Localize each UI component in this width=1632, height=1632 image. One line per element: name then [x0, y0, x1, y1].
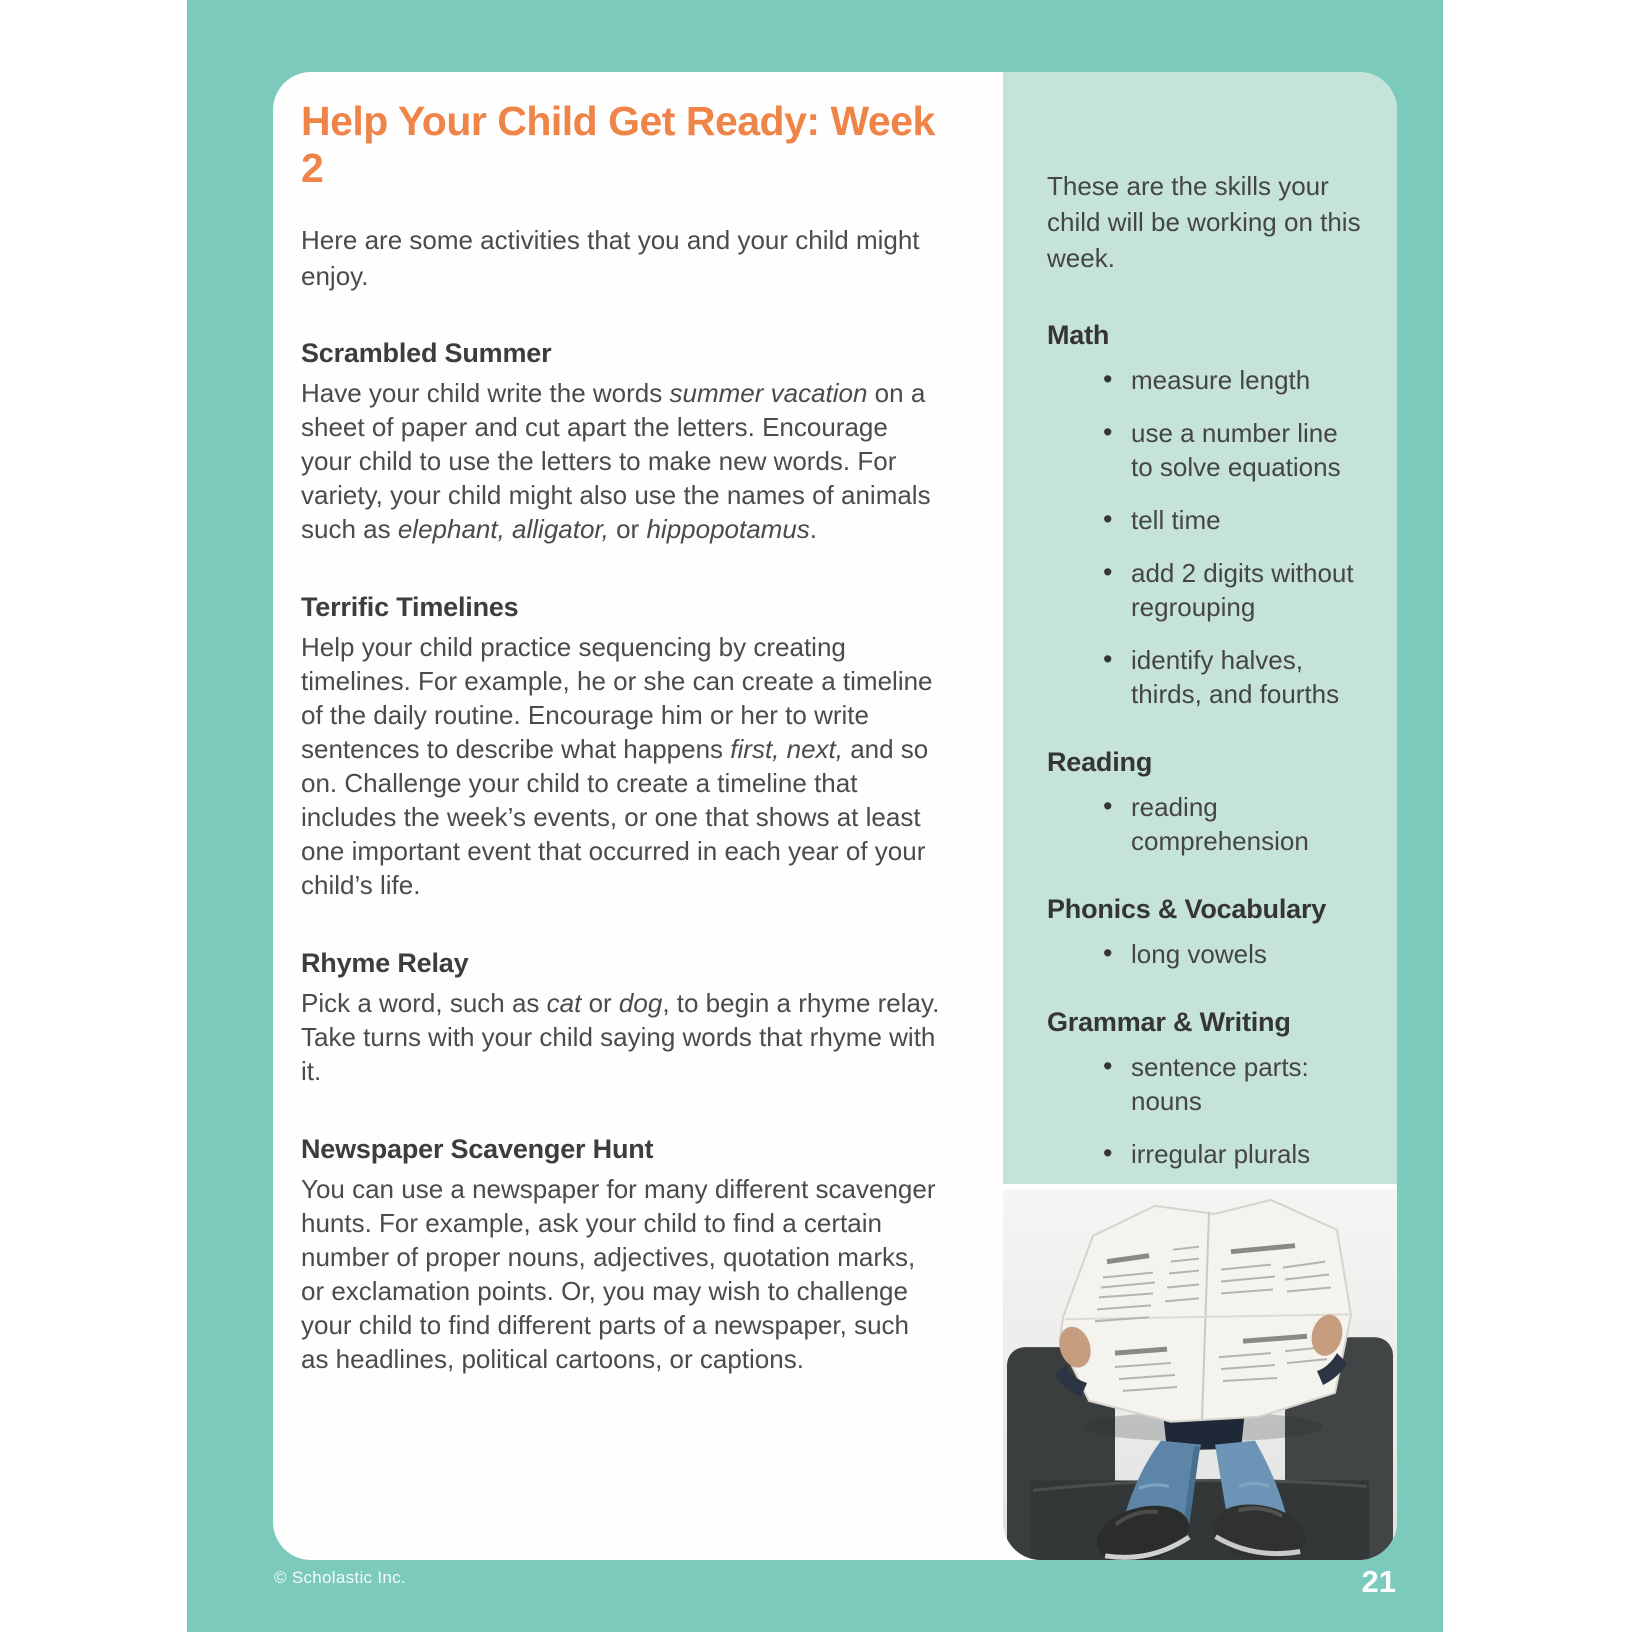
- page-number: 21: [1361, 1564, 1396, 1599]
- skill-list: [1047, 790, 1361, 858]
- skill-list: [1047, 937, 1361, 971]
- section-heading: Rhyme Relay: [301, 948, 469, 978]
- skill-group-heading: Reading: [1047, 747, 1153, 777]
- skills-sidebar: [1003, 72, 1397, 1184]
- skill-item: • use a number line to solve equations: [1103, 416, 1361, 484]
- intro-text: Here are some activities that you and your child might enjoy.: [301, 225, 920, 291]
- section-terrific-timelines: [301, 592, 941, 902]
- content-card: [273, 72, 1397, 1560]
- section-heading: Newspaper Scavenger Hunt: [301, 1134, 654, 1164]
- section-body: Have your child write the words summer vacation on a sheet of paper and cut apart the letters. Encourage your child to use the letters to make new words. For variety, your child might also use the names of animals such as elephant, alligator, or hippopotamus.: [301, 378, 931, 544]
- skill-item: • add 2 digits without regrouping: [1103, 556, 1361, 624]
- skill-item: • measure length: [1103, 363, 1361, 397]
- page-title: Help Your Child Get Ready: Week 2: [301, 98, 935, 191]
- section-body: You can use a newspaper for many different scavenger hunts. For example, ask your child to find a certain number of proper nouns, adjectives, quotation marks, or exclamation points. Or, you may wish to challenge your child to find different parts of a newspaper, such as headlines, political cartoons, or captions.: [301, 1174, 936, 1374]
- skill-group-heading: Math: [1047, 320, 1110, 350]
- skill-item: • sentence parts: nouns: [1103, 1050, 1361, 1118]
- skill-list: [1047, 363, 1361, 711]
- section-body: Help your child practice sequencing by creating timelines. For example, he or she can create a timeline of the daily routine. Encourage him or her to write sentences to describe what happens first, next, and so on. Challenge your child to create a timeline that includes the week’s events, or one that shows at least one important event that occurred in each year of your child’s life.: [301, 632, 933, 900]
- section-heading: Scrambled Summer: [301, 338, 552, 368]
- skill-group-phonics-vocabulary: [1047, 894, 1361, 971]
- sidebar-intro: These are the skills your child will be working on this week.: [1047, 171, 1361, 273]
- section-heading: Terrific Timelines: [301, 592, 519, 622]
- section-newspaper-scavenger-hunt: [301, 1134, 941, 1376]
- section-body: Pick a word, such as cat or dog, to begin a rhyme relay. Take turns with your child saying words that rhyme with it.: [301, 988, 940, 1086]
- skill-item: • identify halves, thirds, and fourths: [1103, 643, 1361, 711]
- skill-item: • long vowels: [1103, 937, 1361, 971]
- skill-group-heading: Grammar & Writing: [1047, 1007, 1291, 1037]
- skill-item: • irregular plurals: [1103, 1137, 1361, 1171]
- section-scrambled-summer: [301, 338, 941, 546]
- skill-group-reading: [1047, 747, 1361, 858]
- skill-group-math: [1047, 320, 1361, 711]
- newspaper-reader-illustration: [1003, 1190, 1397, 1560]
- main-column: [301, 98, 941, 1422]
- section-rhyme-relay: [301, 948, 941, 1088]
- skill-group-heading: Phonics & Vocabulary: [1047, 894, 1327, 924]
- newspaper-reader-photo: [1003, 1190, 1397, 1560]
- skill-item: • reading comprehension: [1103, 790, 1361, 858]
- copyright-notice: © Scholastic Inc.: [274, 1568, 406, 1587]
- skill-item: • tell time: [1103, 503, 1361, 537]
